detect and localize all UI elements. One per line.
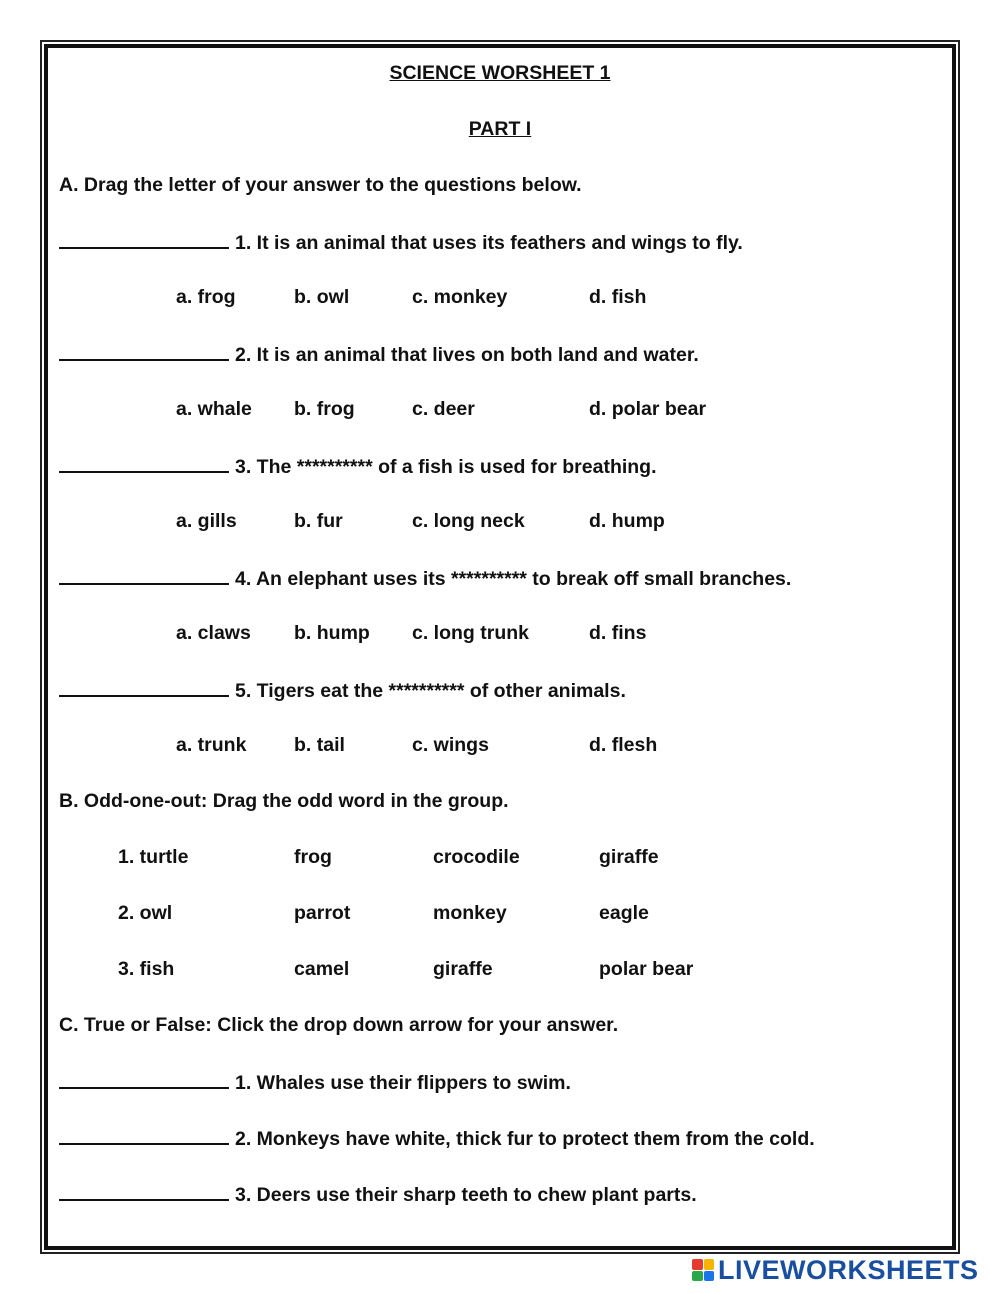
odd-word-option[interactable]: giraffe (433, 958, 493, 980)
choice-b[interactable]: b. tail (294, 734, 345, 756)
section-b-heading: B. Odd-one-out: Drag the odd word in the group. (59, 790, 509, 812)
question-text: 1. It is an animal that uses its feathers and wings to fly. (235, 232, 743, 254)
odd-word-option[interactable]: camel (294, 958, 350, 980)
choice-b[interactable]: b. fur (294, 510, 343, 532)
odd-word-option[interactable]: 2. owl (118, 902, 173, 924)
odd-word-option[interactable]: frog (294, 846, 332, 868)
answer-drop-zone[interactable] (59, 230, 229, 249)
choice-c[interactable]: c. wings (412, 734, 489, 756)
odd-word-option[interactable]: parrot (294, 902, 351, 924)
question-text: 3. The ********** of a fish is used for breathing. (235, 456, 657, 478)
choice-c[interactable]: c. long trunk (412, 622, 529, 644)
question-row (59, 454, 657, 478)
choice-d[interactable]: d. fish (589, 286, 647, 308)
choice-c[interactable]: c. deer (412, 398, 475, 420)
choice-a[interactable]: a. gills (176, 510, 237, 532)
choice-d[interactable]: d. hump (589, 510, 665, 532)
worksheet-title: SCIENCE WORSHEET 1 (389, 62, 611, 84)
choice-d[interactable]: d. polar bear (589, 398, 707, 420)
question-text: 5. Tigers eat the ********** of other animals. (235, 680, 626, 702)
question-row (59, 678, 626, 702)
statement-text: 3. Deers use their sharp teeth to chew plant parts. (235, 1184, 697, 1206)
choice-a[interactable]: a. whale (176, 398, 252, 420)
choice-d[interactable]: d. flesh (589, 734, 658, 756)
question-row (59, 566, 791, 590)
odd-word-option[interactable]: crocodile (433, 846, 520, 868)
choice-b[interactable]: b. frog (294, 398, 355, 420)
choice-d[interactable]: d. fins (589, 622, 647, 644)
odd-word-option[interactable]: eagle (599, 902, 649, 924)
true-false-dropdown[interactable] (59, 1070, 229, 1089)
choice-a[interactable]: a. trunk (176, 734, 247, 756)
choice-a[interactable]: a. claws (176, 622, 251, 644)
section-a-heading: A. Drag the letter of your answer to the questions below. (59, 174, 582, 196)
statement-row (59, 1070, 571, 1094)
odd-word-option[interactable]: 1. turtle (118, 846, 189, 868)
odd-word-option[interactable]: giraffe (599, 846, 659, 868)
true-false-dropdown[interactable] (59, 1182, 229, 1201)
choice-b[interactable]: b. hump (294, 622, 370, 644)
choice-c[interactable]: c. long neck (412, 510, 525, 532)
liveworksheets-logo[interactable] (692, 1256, 979, 1284)
statement-row (59, 1126, 815, 1150)
statement-text: 2. Monkeys have white, thick fur to protect them from the cold. (235, 1128, 815, 1150)
question-text: 4. An elephant uses its ********** to break off small branches. (235, 568, 792, 590)
true-false-dropdown[interactable] (59, 1126, 229, 1145)
answer-drop-zone[interactable] (59, 342, 229, 361)
question-row (59, 342, 699, 366)
logo-text: LIVEWORKSHEETS (718, 1254, 979, 1285)
question-row (59, 230, 743, 254)
odd-word-option[interactable]: monkey (433, 902, 507, 924)
section-c-heading: C. True or False: Click the drop down arrow for your answer. (59, 1014, 619, 1036)
answer-drop-zone[interactable] (59, 454, 229, 473)
odd-word-option[interactable]: polar bear (599, 958, 694, 980)
choice-a[interactable]: a. frog (176, 286, 236, 308)
question-text: 2. It is an animal that lives on both land and water. (235, 344, 699, 366)
statement-text: 1. Whales use their flippers to swim. (235, 1072, 571, 1094)
liveworksheets-mark-icon (692, 1259, 714, 1281)
part-heading: PART I (468, 118, 532, 140)
odd-word-option[interactable]: 3. fish (118, 958, 175, 980)
answer-drop-zone[interactable] (59, 566, 229, 585)
statement-row (59, 1182, 697, 1206)
choice-b[interactable]: b. owl (294, 286, 350, 308)
answer-drop-zone[interactable] (59, 678, 229, 697)
choice-c[interactable]: c. monkey (412, 286, 508, 308)
